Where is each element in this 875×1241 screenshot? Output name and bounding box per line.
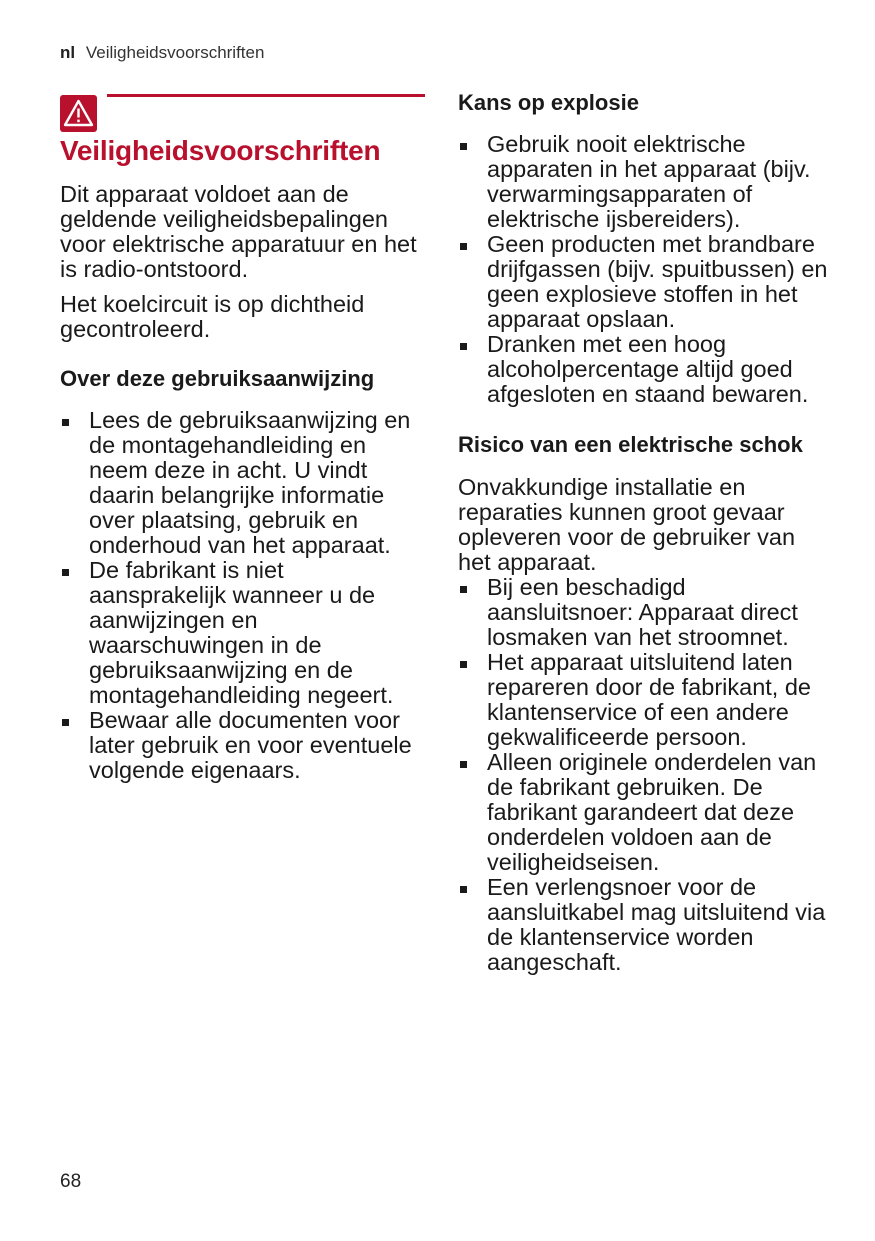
warning-rule (107, 94, 425, 97)
list-item: De fabrikant is niet aansprakelijk wanneer u de aanwijzingen en waarschuwingen in de gebruiksaanwijzing en de montagehandleiding negeert. (60, 558, 425, 708)
header-section-title: Veiligheidsvoorschriften (85, 43, 265, 62)
list-item: Alleen originele onderdelen van de fabrikant gebruiken. De fabrikant garandeert dat deze onderdelen voldoen aan de veiligheidseisen. (458, 750, 828, 875)
warning-banner (60, 92, 425, 134)
warning-triangle-icon (60, 95, 97, 132)
right-column (458, 92, 828, 975)
list-item: Een verlengsnoer voor de aansluitkabel mag uitsluitend via de klantenservice worden aangeschaft. (458, 875, 828, 975)
list-item: Gebruik nooit elektrische apparaten in het apparaat (bijv. verwarmingsapparaten of elektrische ijsbereiders). (458, 132, 828, 232)
manual-heading: Over deze gebruiksaanwijzing (60, 366, 375, 391)
shock-heading: Risico van een elektrische schok (458, 432, 803, 457)
bullet-icon (460, 343, 467, 350)
intro-paragraph: Dit apparaat voldoet aan de geldende veiligheidsbepalingen voor elektrische apparatuur en het is radio-ontstoord. (60, 181, 417, 282)
left-column (60, 92, 425, 783)
manual-list (60, 408, 425, 783)
bullet-icon (62, 419, 69, 426)
list-item: Bij een beschadigd aansluitsnoer: Apparaat direct losmaken van het stroomnet. (458, 575, 828, 650)
bullet-icon (62, 569, 69, 576)
explosion-heading: Kans op explosie (458, 90, 639, 115)
explosion-list (458, 132, 828, 407)
bullet-icon (460, 761, 467, 768)
bullet-icon (460, 143, 467, 150)
bullet-icon (460, 661, 467, 668)
page-number: 68 (60, 1171, 82, 1192)
intro-paragraph: Het koelcircuit is op dichtheid gecontroleerd. (60, 291, 365, 342)
page-header (60, 43, 264, 63)
list-item: Lees de gebruiksaanwijzing en de montagehandleiding en neem deze in acht. U vindt daarin belangrijke informatie over plaatsing, gebruik en onderhoud van het apparaat. (60, 408, 425, 558)
bullet-icon (460, 243, 467, 250)
list-item: Dranken met een hoog alcoholpercentage altijd goed afgesloten en staand bewaren. (458, 332, 828, 407)
list-item: Het apparaat uitsluitend laten repareren door de fabrikant, de klantenservice of een andere gekwalificeerde persoon. (458, 650, 828, 750)
shock-list (458, 575, 828, 975)
bullet-icon (62, 719, 69, 726)
bullet-icon (460, 886, 467, 893)
language-code: nl (60, 43, 76, 62)
shock-intro: Onvakkundige installatie en reparaties kunnen groot gevaar opleveren voor de gebruiker van het apparaat. (458, 474, 796, 575)
bullet-icon (460, 586, 467, 593)
page-title: Veiligheidsvoorschriften (60, 135, 381, 166)
list-item: Geen producten met brandbare drijfgassen (bijv. spuitbussen) en geen explosieve stoffen in het apparaat opslaan. (458, 232, 828, 332)
list-item: Bewaar alle documenten voor later gebruik en voor eventuele volgende eigenaars. (60, 708, 425, 783)
